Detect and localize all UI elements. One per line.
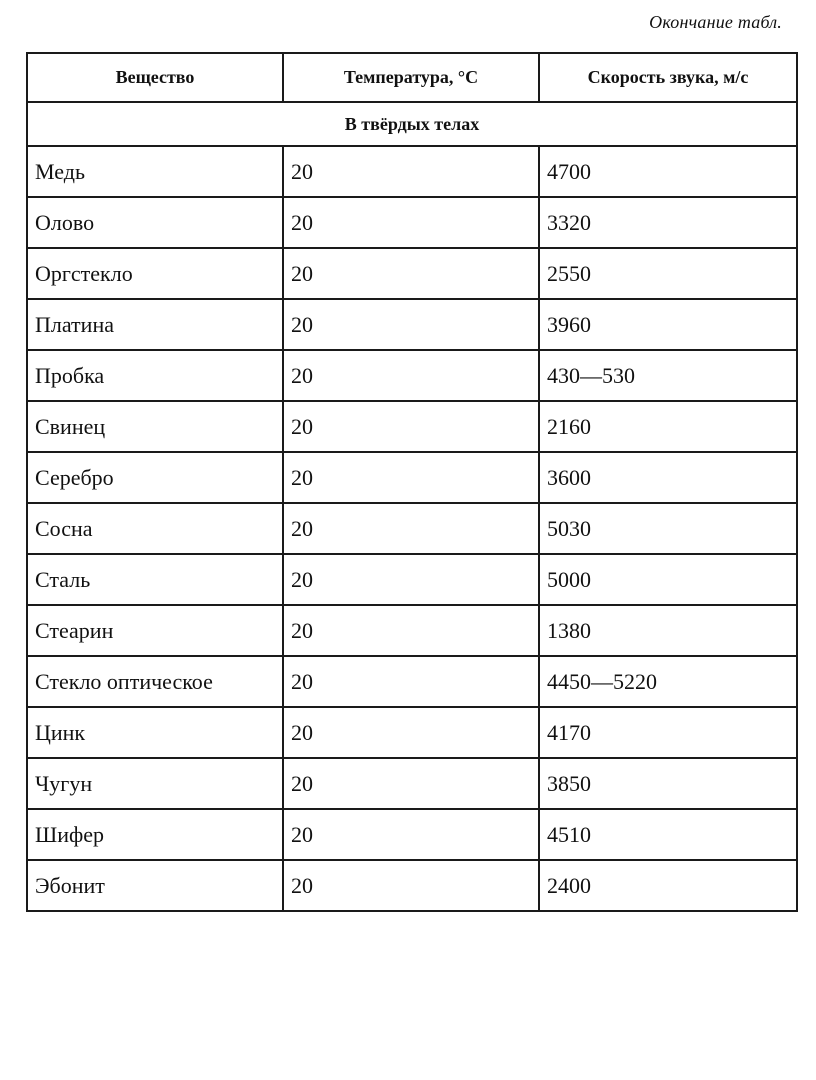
table-row [27,146,797,197]
cell-substance: Сосна [27,503,283,554]
table-row [27,554,797,605]
header-sound-speed: Скорость звука, м/с [539,53,797,102]
cell-sound-speed: 430—530 [539,350,797,401]
cell-sound-speed: 5000 [539,554,797,605]
table-row [27,197,797,248]
cell-sound-speed: 2550 [539,248,797,299]
table-continuation-caption: Окончание табл. [649,12,782,32]
cell-substance: Медь [27,146,283,197]
cell-substance: Стеарин [27,605,283,656]
table-row [27,350,797,401]
cell-sound-speed: 4700 [539,146,797,197]
cell-sound-speed: 2400 [539,860,797,911]
cell-sound-speed: 1380 [539,605,797,656]
table-row [27,758,797,809]
cell-temperature: 20 [283,197,539,248]
cell-temperature: 20 [283,503,539,554]
cell-sound-speed: 5030 [539,503,797,554]
cell-temperature: 20 [283,146,539,197]
table-row [27,401,797,452]
table-row [27,656,797,707]
cell-substance: Цинк [27,707,283,758]
cell-temperature: 20 [283,401,539,452]
cell-substance: Эбонит [27,860,283,911]
cell-temperature: 20 [283,605,539,656]
cell-substance: Сталь [27,554,283,605]
cell-substance: Чугун [27,758,283,809]
cell-temperature: 20 [283,299,539,350]
cell-temperature: 20 [283,809,539,860]
table-row [27,503,797,554]
table-row [27,248,797,299]
table-row [27,860,797,911]
cell-temperature: 20 [283,248,539,299]
section-title: В твёрдых телах [27,102,797,146]
table-header-row [27,53,797,102]
cell-sound-speed: 3960 [539,299,797,350]
cell-substance: Шифер [27,809,283,860]
cell-sound-speed: 2160 [539,401,797,452]
cell-temperature: 20 [283,707,539,758]
cell-sound-speed: 4510 [539,809,797,860]
cell-substance: Олово [27,197,283,248]
cell-temperature: 20 [283,452,539,503]
cell-temperature: 20 [283,554,539,605]
table-row [27,707,797,758]
header-temperature: Температура, °С [283,53,539,102]
cell-sound-speed: 3850 [539,758,797,809]
cell-temperature: 20 [283,860,539,911]
cell-sound-speed: 3320 [539,197,797,248]
cell-sound-speed: 4170 [539,707,797,758]
cell-temperature: 20 [283,656,539,707]
sound-speed-table [26,52,798,912]
cell-substance: Свинец [27,401,283,452]
cell-substance: Пробка [27,350,283,401]
table-row [27,452,797,503]
table-row [27,605,797,656]
cell-temperature: 20 [283,350,539,401]
cell-substance: Платина [27,299,283,350]
cell-sound-speed: 3600 [539,452,797,503]
header-substance: Вещество [27,53,283,102]
cell-substance: Оргстекло [27,248,283,299]
section-row [27,102,797,146]
cell-substance: Серебро [27,452,283,503]
table-row [27,809,797,860]
cell-sound-speed: 4450—5220 [539,656,797,707]
cell-substance: Стекло оптическое [27,656,283,707]
table-row [27,299,797,350]
cell-temperature: 20 [283,758,539,809]
